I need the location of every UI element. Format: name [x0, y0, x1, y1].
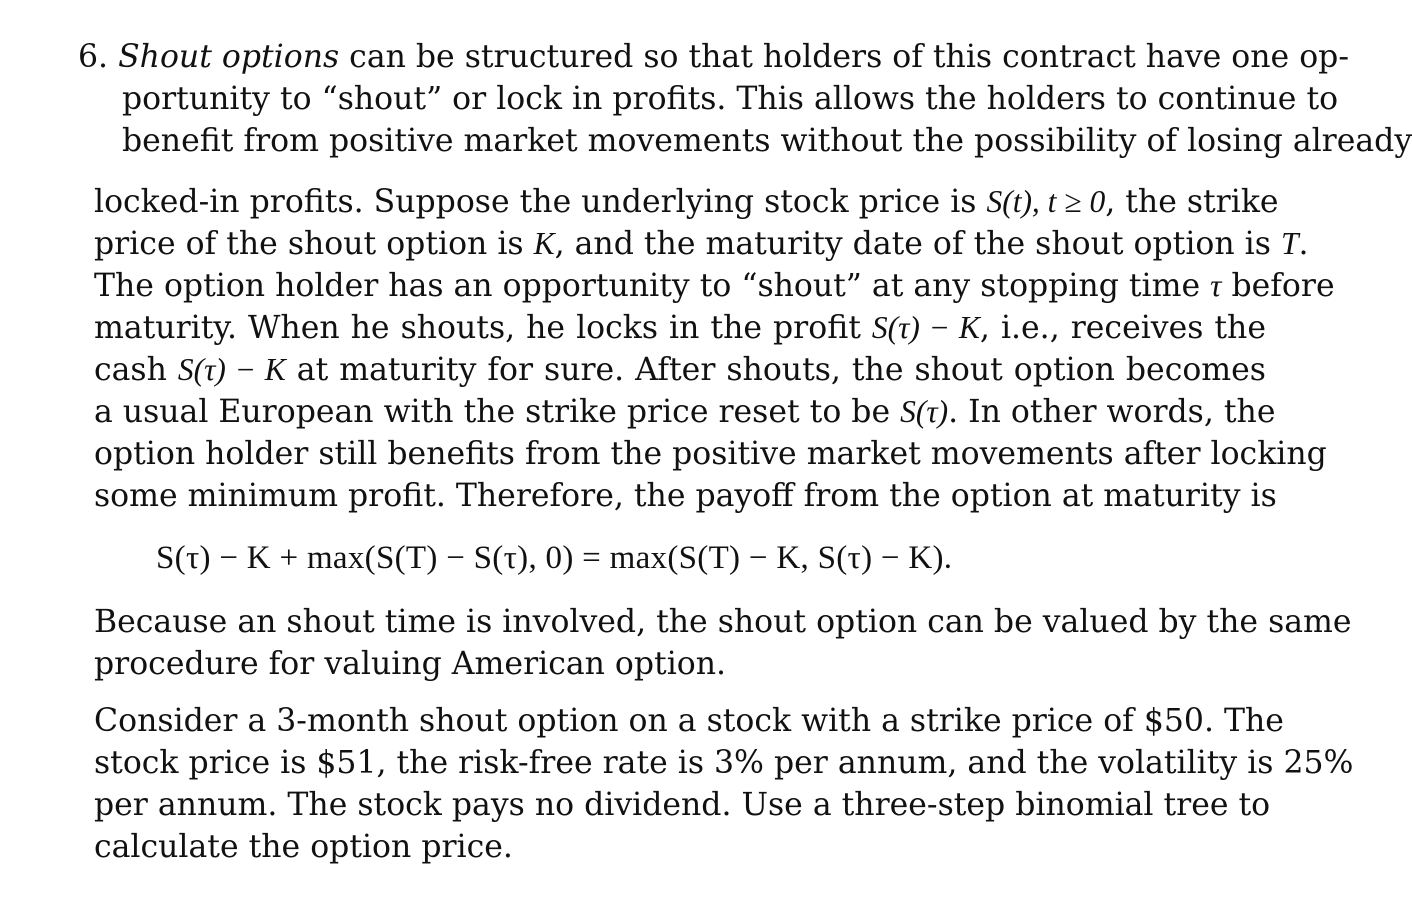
inline-math: S(τ)	[900, 394, 949, 429]
para1-line-8: some minimum profit. Therefore, the payoff from the option at maturity is	[94, 478, 1277, 514]
inline-math: T	[1280, 226, 1299, 261]
para1-line-4	[94, 308, 1266, 348]
para1-text: locked-in profits. Suppose the underlying stock price is	[94, 184, 987, 220]
para1-line-3	[94, 266, 1335, 306]
para1-text: before	[1221, 268, 1335, 304]
problem-intro-line-1	[78, 37, 1349, 77]
problem-number: 6.	[78, 39, 109, 75]
para1-text: , and the maturity date of the shout option is	[554, 226, 1281, 262]
para1-text: cash	[94, 352, 178, 388]
para1-text: .	[1298, 226, 1309, 262]
inline-math: S(τ) − K	[177, 352, 286, 387]
para3-line-3: per annum. The stock pays no dividend. Use a three-step binomial tree to	[94, 787, 1271, 823]
para1-text: at maturity for sure. After shouts, the shout option becomes	[285, 352, 1266, 388]
para1-text: , the strike	[1105, 184, 1279, 220]
para1-line-7: option holder still benefits from the positive market movements after locking	[94, 436, 1327, 472]
para1-text: The option holder has an opportunity to “shout” at any stopping time	[94, 268, 1211, 304]
inline-math: τ	[1210, 268, 1222, 303]
para1-text: . In other words, the	[948, 394, 1276, 430]
para3-line-1: Consider a 3-month shout option on a stock with a strike price of $50. The	[94, 703, 1284, 739]
intro-text-1: can be structured so that holders of this contract have one op-	[349, 39, 1349, 75]
inline-math: S(τ) − K	[871, 310, 980, 345]
para1-text: a usual European with the strike price reset to be	[94, 394, 901, 430]
problem-intro-line-2: portunity to “shout” or lock in profits. This allows the holders to continue to	[122, 81, 1339, 117]
para1-line-5	[94, 350, 1266, 390]
payoff-equation: S(τ) − K + max(S(T) − S(τ), 0) = max(S(T) − K, S(τ) − K).	[156, 540, 953, 576]
problem-title: Shout options	[118, 39, 340, 75]
problem-intro-line-3: benefit from positive market movements without the possibility of losing already	[122, 123, 1412, 159]
para3-line-2: stock price is $51, the risk-free rate is 3% per annum, and the volatility is 25%	[94, 745, 1354, 781]
para2-line-1: Because an shout time is involved, the shout option can be valued by the same	[94, 604, 1352, 640]
inline-math: K	[533, 226, 555, 261]
para1-text: price of the shout option is	[94, 226, 534, 262]
inline-math: S(t), t ≥ 0	[986, 184, 1106, 219]
para1-line-2	[94, 224, 1309, 264]
para3-line-4: calculate the option price.	[94, 829, 513, 865]
para2-line-2: procedure for valuing American option.	[94, 646, 727, 682]
para1-line-6	[94, 392, 1276, 432]
para1-text: maturity. When he shouts, he locks in the profit	[94, 310, 872, 346]
para1-text: , i.e., receives the	[979, 310, 1266, 346]
para1-line-1	[94, 182, 1279, 222]
